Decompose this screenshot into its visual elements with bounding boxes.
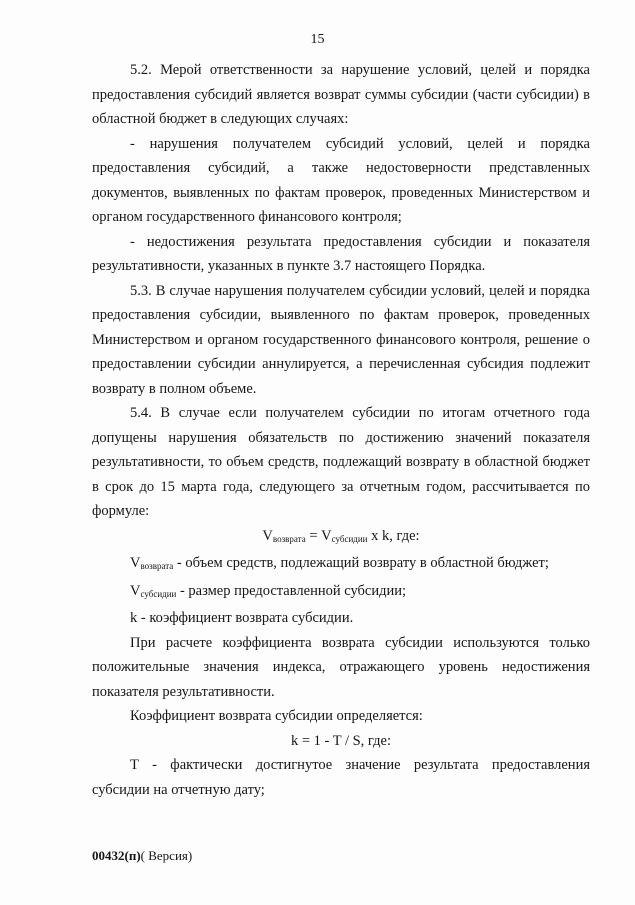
definition-v-subsidy [92, 579, 590, 607]
formula-sub-return: возврата [272, 533, 306, 544]
def2-v: V [130, 582, 141, 599]
def1-v: V [130, 555, 141, 571]
document-footer [92, 848, 192, 864]
formula-v1: V [262, 527, 273, 544]
formula-coefficient: k = 1 - T / S, где: [291, 732, 391, 749]
paragraph-5-4: 5.4. В случае если получателем субсидии по итогам отчетного года допущены нарушения обязательств по достижению значений показателя результативности, то объем средств, подлежащий возврату в областной бюджет в срок до 15 марта года, следующего за отчетным годом, рассчитывается по формуле: [92, 405, 590, 519]
bullet-non-achievement: - недостижения результата предоставления субсидии и показателя результативности, указанных в пункте 3.7 настоящего Порядка. [92, 233, 590, 274]
formula-sub-subsidy: субсидии [331, 533, 368, 544]
formula-eq: = [305, 527, 322, 544]
def1-text: - объем средств, подлежащий возврату в областной бюджет; [173, 555, 549, 571]
document-body [92, 58, 590, 802]
definition-k: k - коэффициент возврата субсидии. [130, 610, 354, 626]
def1-sub: возврата [140, 561, 174, 571]
bullet-violation: - нарушения получателем субсидий условий, целей и порядка предоставления субсидий, а также недостоверности представленных документов, выявленных по фактам проверок, проведенных Министерством и органом государственного финансового контроля; [92, 135, 590, 225]
paragraph-index: При расчете коэффициента возврата субсидии используются только положительные значения индекса, отражающего уровень недостижения показателя результативности. [92, 634, 590, 700]
formula-v2: V [321, 527, 332, 544]
paragraph-coefficient: Коэффициент возврата субсидии определяется: [130, 708, 423, 724]
formula-return-volume [92, 524, 590, 552]
definition-v-return [92, 551, 590, 579]
page-number: 15 [310, 32, 325, 47]
def2-sub: субсидии [140, 588, 177, 599]
footer-version: ( Версия) [140, 848, 193, 863]
paragraph-5-3: 5.3. В случае нарушения получателем субсидии условий, целей и порядка предоставления субсидии, выявленного по фактам проверок, проведенных Министерством и органом государственного финансового контроля, решение о предоставлении субсидии аннулируется, а перечисленная субсидия подлежит возврату в полном объеме. [92, 282, 590, 397]
def2-text: - размер предоставленной субсидии; [176, 582, 407, 599]
formula-tail: x k, где: [367, 527, 420, 544]
paragraph-t-definition: Т - фактически достигнутое значение результата предоставления субсидии на отчетную дату; [92, 757, 590, 798]
paragraph-5-2: 5.2. Мерой ответственности за нарушение условий, целей и порядка предоставления субсидий является возврат суммы субсидии (части субсидии) в областной бюджет в следующих случаях: [92, 62, 590, 127]
footer-code: 00432(п) [92, 848, 141, 863]
